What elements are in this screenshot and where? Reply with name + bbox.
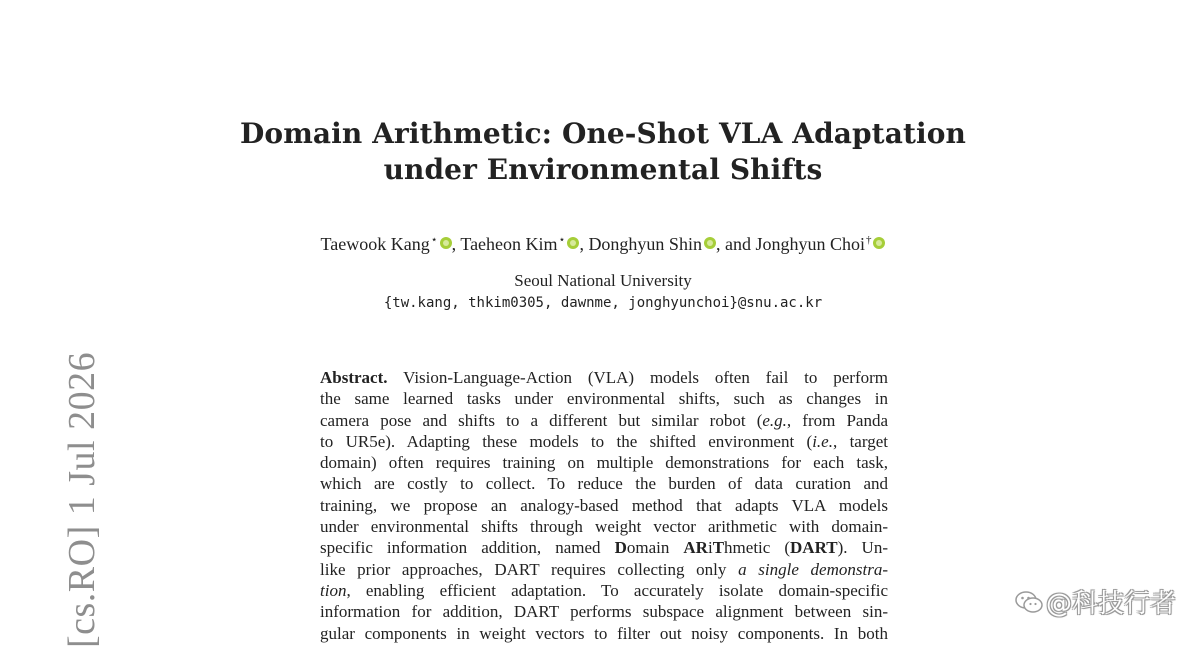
abstract-italic: e.g. — [762, 410, 787, 430]
paper-title — [0, 116, 1200, 188]
abstract-line: domain) often requires training on multiple demonstrations for each task, — [320, 453, 888, 473]
paper-title-line-1: Domain Arithmetic: One-Shot VLA Adaptation — [240, 117, 966, 150]
abstract-text: omain — [626, 538, 684, 558]
author-separator: , and — [715, 234, 756, 254]
abstract-line — [320, 410, 888, 431]
abstract-text: , target — [832, 431, 888, 451]
abstract-line — [320, 367, 888, 388]
author-list — [0, 228, 1200, 256]
abstract-text: to UR5e). Adapting these models to the shifted environment ( — [320, 431, 813, 451]
method-name-bold: T — [712, 538, 725, 558]
abstract-italic: a single demonstra- — [738, 559, 888, 579]
abstract-text: camera pose and shifts to a different but similar robot ( — [320, 410, 763, 430]
abstract-line: the same learned tasks under environmental shifts, such as changes in — [320, 389, 888, 409]
author-separator: , — [579, 234, 589, 254]
abstract-line — [320, 559, 888, 580]
abstract-italic: tion — [320, 580, 347, 600]
watermark — [1014, 588, 1176, 620]
abstract-label: Abstract. — [320, 368, 388, 387]
orcid-icon[interactable] — [873, 237, 885, 249]
author-name: Taeheon Kim — [460, 234, 558, 254]
abstract-line: training, we propose an analogy-based method that adapts VLA models — [320, 495, 888, 515]
abstract-line: information for addition, DART performs subspace alignment between sin- — [320, 602, 888, 622]
abstract-text: ). Un- — [837, 538, 888, 558]
abstract-line — [320, 537, 888, 558]
abstract-line: which are costly to collect. To reduce the burden of data curation and — [320, 474, 888, 494]
author-emails: {tw.kang, thkim0305, dawnme, jonghyunchoi}@snu.ac.kr — [383, 295, 823, 311]
abstract-text: like prior approaches, DART requires collecting only — [320, 559, 739, 579]
abstract-line: under environmental shifts through weight vector arithmetic with domain- — [320, 517, 888, 537]
author-name: Jonghyun Choi — [755, 234, 865, 254]
abstract-line — [320, 580, 888, 601]
abstract-italic: i.e. — [812, 431, 833, 451]
watermark-text: @科技行者 — [1045, 589, 1176, 619]
abstract-line — [320, 431, 888, 452]
orcid-icon[interactable] — [440, 237, 452, 249]
abstract-text: hmetic ( — [724, 538, 791, 558]
method-name-bold: AR — [683, 538, 708, 558]
author-mark: † — [865, 234, 872, 246]
author-separator: , — [451, 234, 461, 254]
wechat-logo-icon — [1014, 589, 1044, 615]
author-mark: ⋆ — [558, 234, 566, 246]
abstract-text: , from Panda — [786, 410, 889, 430]
paper-title-line-2: under Environmental Shifts — [383, 153, 823, 186]
author-mark: ⋆ — [430, 234, 438, 246]
author-name: Taewook Kang — [320, 234, 430, 254]
abstract-text: i — [707, 538, 713, 558]
affiliation: Seoul National University — [514, 271, 692, 290]
abstract-text: , enabling efficient adaptation. To accurately isolate domain-specific — [346, 580, 888, 600]
arxiv-sidebar-id: [cs.RO] 1 Jul 2026 — [61, 351, 103, 648]
abstract-line: gular components in weight vectors to filter out noisy components. In both — [320, 623, 888, 643]
orcid-icon[interactable] — [567, 237, 579, 249]
method-name-bold: D — [614, 538, 627, 558]
abstract-text: specific information addition, named — [320, 538, 615, 558]
abstract-text: Vision-Language-Action (VLA) models often fail to perform — [403, 368, 888, 387]
author-name: Donghyun Shin — [588, 234, 702, 254]
method-acronym: DART — [790, 538, 838, 558]
orcid-icon[interactable] — [704, 237, 716, 249]
abstract — [320, 367, 888, 644]
